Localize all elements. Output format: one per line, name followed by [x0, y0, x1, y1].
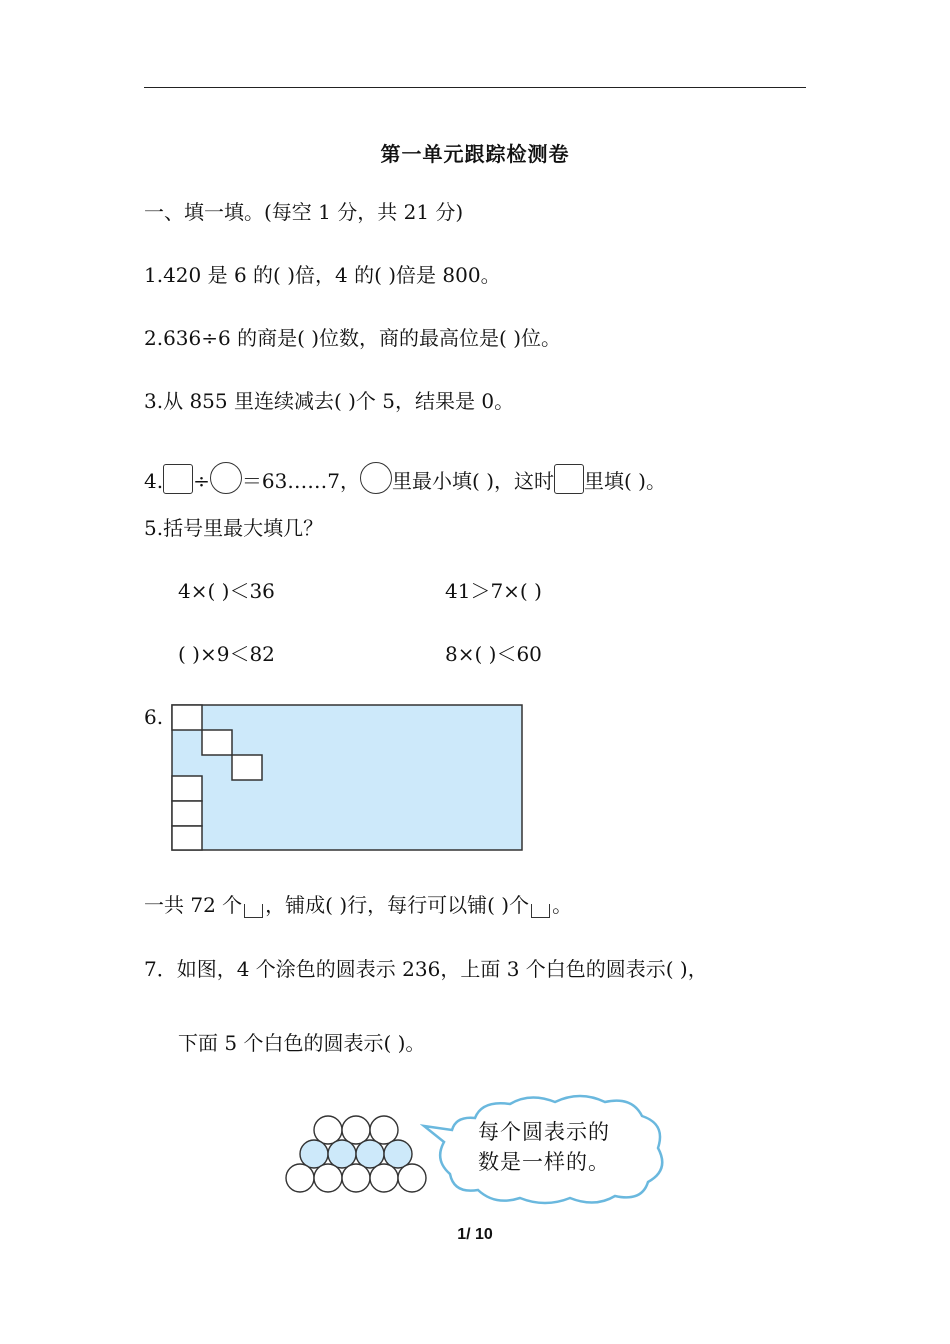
- question-7-line1: 7．如图，4 个涂色的圆表示 236，上面 3 个白色的圆表示( )，: [144, 957, 708, 981]
- q4-middle: 里最小填( )，这时: [392, 469, 555, 493]
- page-number: 1/ 10: [457, 1226, 493, 1243]
- white-circle: [342, 1164, 370, 1192]
- q5-item-a: 4×( )＜36: [178, 579, 275, 603]
- q5-item-c: ( )×9＜82: [178, 642, 275, 666]
- question-5: 5.括号里最大填几？: [144, 516, 324, 540]
- q4-equation: ＝63……7，: [241, 469, 361, 493]
- header-rule: [144, 87, 806, 88]
- q5-item-d: 8×( )＜60: [445, 642, 542, 666]
- tile-square: [172, 776, 202, 801]
- q4-divide: ÷: [193, 469, 210, 493]
- q6-text: [144, 892, 572, 918]
- q6-label: 6.: [144, 705, 164, 729]
- circle-box-icon: [360, 462, 392, 494]
- white-circle: [314, 1116, 342, 1144]
- white-circle: [370, 1164, 398, 1192]
- square-box-icon: [163, 464, 193, 494]
- rectangle-area: [172, 705, 522, 850]
- section-heading: 一、填一填。(每空 1 分，共 21 分): [144, 200, 464, 224]
- question-4: [144, 462, 666, 494]
- tile-square: [172, 826, 202, 850]
- circle-pyramid-figure: [280, 1100, 430, 1200]
- shaded-circle: [328, 1140, 356, 1168]
- page-title: 第一单元跟踪检测卷: [380, 142, 570, 166]
- small-tile-icon: [531, 904, 550, 918]
- shaded-circle: [300, 1140, 328, 1168]
- bubble-line-2: 数是一样的。: [478, 1150, 610, 1174]
- tile-square: [202, 730, 232, 755]
- tile-square: [172, 801, 202, 826]
- q6-text-part3: 。: [552, 893, 573, 917]
- bubble-text: [478, 1117, 610, 1177]
- tile-rectangle-figure: [170, 703, 526, 853]
- square-box-icon: [554, 464, 584, 494]
- small-tile-icon: [244, 904, 263, 918]
- circle-box-icon: [210, 462, 242, 494]
- tile-square: [232, 755, 262, 780]
- q5-item-b: 41＞7×( ): [445, 579, 542, 603]
- question-2: 2.636÷6 的商是( )位数，商的最高位是( )位。: [144, 326, 562, 350]
- question-1: 1.420 是 6 的( )倍，4 的( )倍是 800。: [144, 263, 501, 287]
- white-circle: [342, 1116, 370, 1144]
- q6-text-part1: 一共 72 个: [144, 893, 243, 917]
- white-circle: [314, 1164, 342, 1192]
- white-circle: [370, 1116, 398, 1144]
- q6-text-part2: ，铺成( )行，每行可以铺( )个: [265, 893, 530, 917]
- shaded-circle: [384, 1140, 412, 1168]
- tile-square: [172, 705, 202, 730]
- shaded-circle: [356, 1140, 384, 1168]
- q4-end: 里填( )。: [584, 469, 666, 493]
- white-circle: [286, 1164, 314, 1192]
- question-3: 3.从 855 里连续减去( )个 5，结果是 0。: [144, 389, 515, 413]
- q4-prefix: 4.: [144, 469, 164, 493]
- bubble-line-1: 每个圆表示的: [478, 1120, 610, 1144]
- question-7-line2: 下面 5 个白色的圆表示( )。: [178, 1031, 426, 1055]
